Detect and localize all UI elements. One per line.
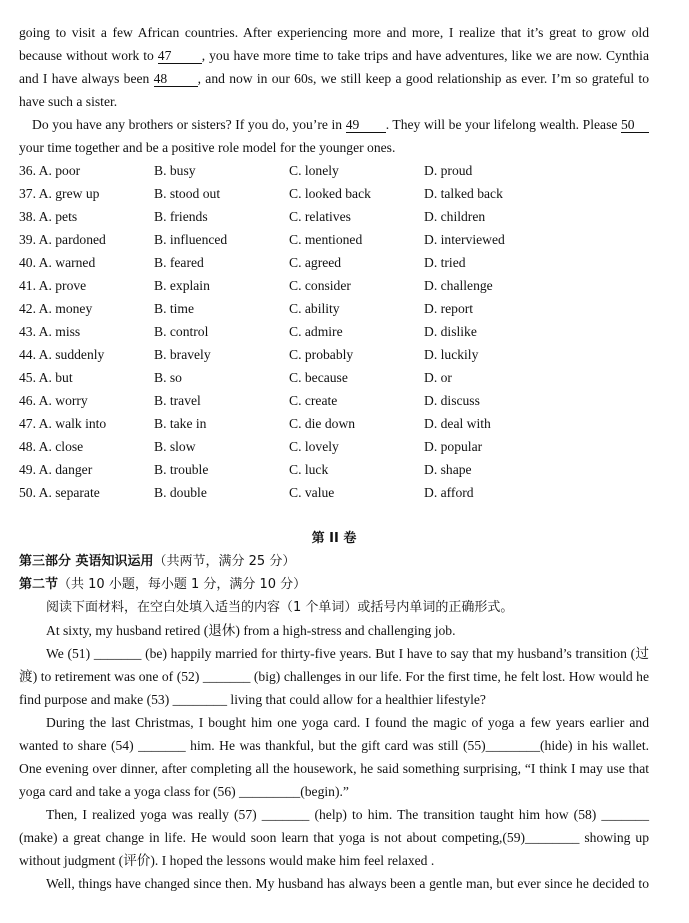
option-d: D. luckily	[424, 347, 479, 362]
option-row	[19, 412, 649, 435]
option-a: 50. A. separate	[19, 485, 100, 500]
option-c: C. agreed	[289, 255, 342, 270]
option-a: 49. A. danger	[19, 462, 93, 477]
passage2-line: One evening over dinner, after completing all the housework, he said something surprising, “I think I may use that	[19, 761, 649, 776]
option-row	[19, 274, 649, 297]
option-row	[19, 389, 649, 412]
option-row	[19, 205, 649, 228]
passage2-line: yoga card and take a yoga class for (56) _________(begin).”	[19, 784, 349, 799]
option-a: 48. A. close	[19, 439, 84, 454]
option-c: C. value	[289, 485, 335, 500]
option-a: 37. A. grew up	[19, 186, 100, 201]
option-c: C. luck	[289, 462, 329, 477]
answer-blank-48: 48	[154, 71, 198, 87]
option-d: D. tried	[424, 255, 466, 270]
passage-line	[19, 67, 649, 90]
option-row	[19, 458, 649, 481]
passage-text: Do you have any brothers or sisters? If you do, you’re in	[32, 117, 343, 132]
option-d: D. talked back	[424, 186, 503, 201]
passage2-line: During the last Christmas, I bought him one yoga card. I found the magic of yoga a few years earlier and	[46, 715, 649, 730]
option-a: 41. A. prove	[19, 278, 87, 293]
option-c: C. looked back	[289, 186, 371, 201]
option-row	[19, 435, 649, 458]
exam-page	[19, 21, 649, 895]
option-b: B. busy	[154, 163, 196, 178]
passage-text: . They will be your lifelong wealth. Please	[385, 117, 618, 132]
passage2-line: 渡) to retirement was one of (52) _______ (big) challenges in our life. For the first time, he felt lost. How would he	[19, 669, 649, 684]
option-d: D. children	[424, 209, 486, 224]
passage-text: , and now in our 60s, we still keep a good relationship as ever. I’m so grateful to	[197, 71, 649, 86]
option-a: 39. A. pardoned	[19, 232, 106, 247]
passage-text: , you have more time to take trips and have adventures, like we are now. Cynthia	[201, 48, 649, 63]
passage-text: and I have always been	[19, 71, 150, 86]
section-note: （共 10 小题，每小题 1 分，满分 10 分）	[58, 577, 307, 592]
passage2-line: At sixty, my husband retired (退休) from a high-stress and challenging job.	[46, 623, 456, 638]
passage-text: because without work to	[19, 48, 154, 63]
option-row	[19, 320, 649, 343]
option-b: B. feared	[154, 255, 204, 270]
passage2-line: (make) a great change in life. He would soon learn that yoga is not about competing,(59)________ showing up	[19, 830, 649, 845]
option-a: 42. A. money	[19, 301, 93, 316]
option-d: D. report	[424, 301, 474, 316]
option-a: 47. A. walk into	[19, 416, 107, 431]
option-a: 46. A. worry	[19, 393, 88, 408]
option-d: D. afford	[424, 485, 474, 500]
part-heading	[19, 550, 649, 573]
option-b: B. bravely	[154, 347, 211, 362]
option-c: C. create	[289, 393, 338, 408]
passage-line: your time together and be a positive role model for the younger ones.	[19, 140, 396, 155]
option-c: C. die down	[289, 416, 356, 431]
section-heading	[19, 573, 649, 596]
option-b: B. take in	[154, 416, 207, 431]
option-row	[19, 182, 649, 205]
option-d: D. popular	[424, 439, 483, 454]
passage2-line: without judgment (评价). I hoped the lessons would make him feel relaxed .	[19, 853, 435, 868]
option-d: D. interviewed	[424, 232, 505, 247]
option-b: B. influenced	[154, 232, 228, 247]
option-row	[19, 297, 649, 320]
passage2-line: We (51) _______ (be) happily married for thirty-five years. But I have to say that my husband’s transition (过	[46, 646, 649, 661]
answer-blank-47: 47	[158, 48, 202, 64]
instruction: 阅读下面材料，在空白处填入适当的内容（1 个单词）或括号内单词的正确形式。	[46, 600, 514, 615]
option-d: D. dislike	[424, 324, 477, 339]
option-c: C. mentioned	[289, 232, 363, 247]
option-d: D. proud	[424, 163, 473, 178]
option-d: D. or	[424, 370, 452, 385]
options-list	[19, 159, 649, 504]
passage2-line: Then, I realized yoga was really (57) _______ (help) to him. The transition taught him how (58) _______	[46, 807, 649, 822]
option-c: C. probably	[289, 347, 354, 362]
option-d: D. deal with	[424, 416, 491, 431]
option-b: B. stood out	[154, 186, 221, 201]
option-b: B. time	[154, 301, 195, 316]
passage-line: have such a sister.	[19, 94, 118, 109]
option-d: D. shape	[424, 462, 472, 477]
section-title: 第二节	[19, 577, 59, 592]
option-b: B. double	[154, 485, 207, 500]
option-row	[19, 251, 649, 274]
option-c: C. lonely	[289, 163, 339, 178]
passage2-line: Well, things have changed since then. My husband has always been a gentle man, but ever since he decided to	[46, 876, 649, 891]
option-c: C. consider	[289, 278, 351, 293]
answer-blank-50: 50	[621, 117, 649, 133]
answer-blank-49: 49	[346, 117, 386, 133]
passage-line: going to visit a few African countries. After experiencing more and more, I realize that it’s great to grow old	[19, 25, 649, 40]
passage2-line: find purpose and make (53) ________ living that could allow for a healthier lifestyle?	[19, 692, 486, 707]
option-b: B. trouble	[154, 462, 209, 477]
option-c: C. lovely	[289, 439, 339, 454]
option-row	[19, 343, 649, 366]
option-c: C. admire	[289, 324, 343, 339]
part-title: 第三部分 英语知识运用	[19, 554, 154, 569]
option-a: 36. A. poor	[19, 163, 81, 178]
option-c: C. because	[289, 370, 348, 385]
option-c: C. relatives	[289, 209, 351, 224]
option-b: B. friends	[154, 209, 208, 224]
option-b: B. control	[154, 324, 209, 339]
spacer	[19, 504, 649, 527]
option-b: B. slow	[154, 439, 196, 454]
volume-title: 第 II 卷	[311, 531, 357, 546]
option-b: B. explain	[154, 278, 210, 293]
passage-line	[19, 44, 649, 67]
option-b: B. travel	[154, 393, 201, 408]
option-a: 45. A. but	[19, 370, 73, 385]
option-a: 38. A. pets	[19, 209, 78, 224]
option-row	[19, 481, 649, 504]
option-row	[19, 159, 649, 182]
passage2-line: wanted to share (54) _______ him. He was thankful, but the gift card was still (55)________(hide) in his wallet.	[19, 738, 649, 753]
option-b: B. so	[154, 370, 182, 385]
option-row	[19, 228, 649, 251]
option-row	[19, 366, 649, 389]
option-a: 43. A. miss	[19, 324, 81, 339]
option-d: D. challenge	[424, 278, 493, 293]
passage-line	[19, 113, 649, 136]
option-c: C. ability	[289, 301, 340, 316]
option-d: D. discuss	[424, 393, 480, 408]
option-a: 40. A. warned	[19, 255, 96, 270]
option-a: 44. A. suddenly	[19, 347, 105, 362]
part-note: （共两节，满分 25 分）	[153, 554, 296, 569]
